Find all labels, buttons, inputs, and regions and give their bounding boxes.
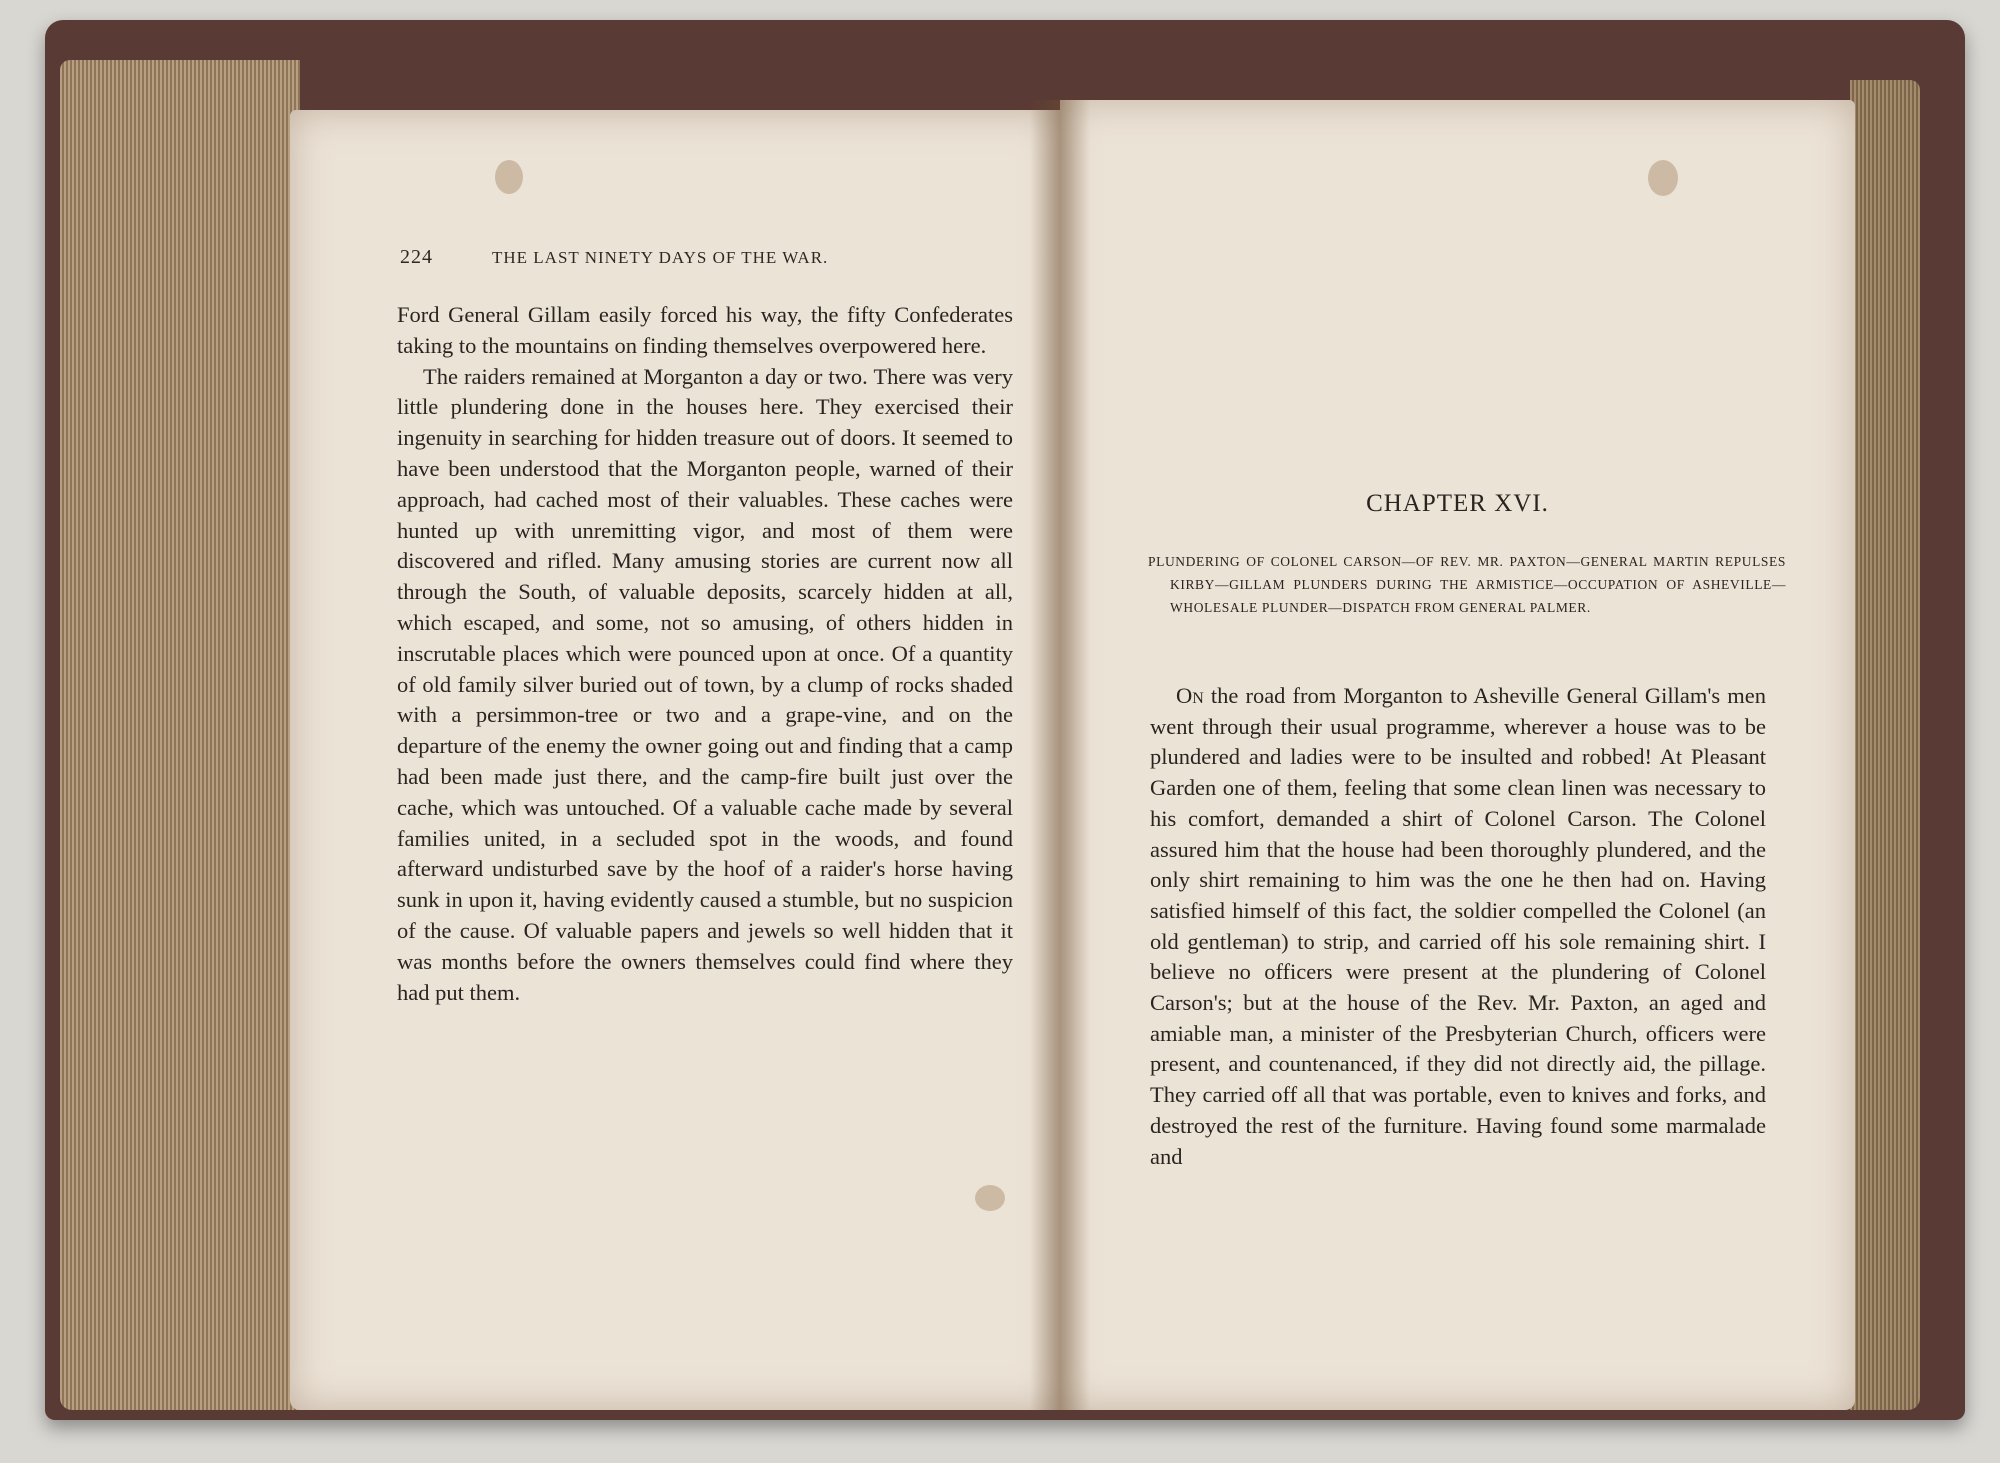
left-page-text xyxy=(397,300,1013,1008)
running-head xyxy=(400,246,1020,272)
right-page-edges xyxy=(1850,80,1920,1410)
paragraph: The raiders remained at Morganton a day or two. There was very little plundering done in the houses here. They exercised their ingenuity in searching for hidden treasure out of doors. It seemed to have been understood that the Morganton people, warned of their approach, had cached most of their valuables. These caches were hunted up with unremitting vigor, and most of them were discovered and rifled. Many amusing stories are current now all through the South, of valuable deposits, scarcely hidden at all, which escaped, and some, not so amusing, of others hidden in inscrutable places which were pounced upon at once. Of a quantity of old family silver buried out of town, by a clump of rocks shaded with a persimmon-tree or two and a grape-vine, and on the departure of the enemy the owner going out and finding that a camp had been made just there, and the camp-fire built just over the cache, which was untouched. Of a valuable cache made by several families united, in a secluded spot in the woods, and found afterward undisturbed save by the hoof of a raider's horse having sunk in upon it, having evidently caused a stumble, but no suspicion of the cause. Of valuable papers and jewels so well hidden that it was months before the owners themselves could find where they had put them. xyxy=(397,363,1013,1005)
foxing-spot xyxy=(975,1185,1005,1211)
right-page-text xyxy=(1150,681,1766,1172)
paragraph: Ford General Gillam easily forced his way, the fifty Confederates taking to the mountains on finding themselves overpowered here. xyxy=(397,302,1013,358)
chapter-synopsis: PLUNDERING OF COLONEL CARSON—OF REV. MR. PAXTON—GENERAL MARTIN REPULSES KIRBY—GILLAM PLUNDERS DURING THE ARMISTICE—OCCUPATION OF ASHEVILLE—WHOLESALE PLUNDER—DISPATCH FROM GENERAL PALMER. xyxy=(1148,554,1786,615)
running-head-title: THE LAST NINETY DAYS OF THE WAR. xyxy=(492,248,829,267)
chapter-title: CHAPTER XVI. xyxy=(1366,490,1549,517)
page-number: 224 xyxy=(400,246,433,268)
paragraph: the road from Morganton to Asheville General Gillam's men went through their usual programme, wherever a house was to be plundered and ladies were to be insulted and robbed! At Pleasant Garden one of them, feeling that some clean linen was necessary to his comfort, demanded a shirt of Colonel Carson. The Colonel assured him that the house had been thoroughly plundered, and the only shirt remaining to him was the one he then had on. Having satisfied himself of this fact, the soldier compelled the Colonel (an old gentleman) to strip, and carried off his sole remaining shirt. I believe no officers were present at the plundering of Colonel Carson's; but at the house of the Rev. Mr. Paxton, an aged and amiable man, a minister of the Presbyterian Church, officers were present, and countenanced, if they did not directly aid, the pillage. They carried off all that was portable, even to knives and forks, and destroyed the rest of the furniture. Having found some marmalade and xyxy=(1150,683,1767,1169)
foxing-spot xyxy=(1648,160,1678,196)
book-gutter xyxy=(1030,100,1090,1410)
left-page-edges xyxy=(60,60,300,1410)
opening-word: On xyxy=(1176,683,1204,708)
foxing-spot xyxy=(495,160,523,194)
